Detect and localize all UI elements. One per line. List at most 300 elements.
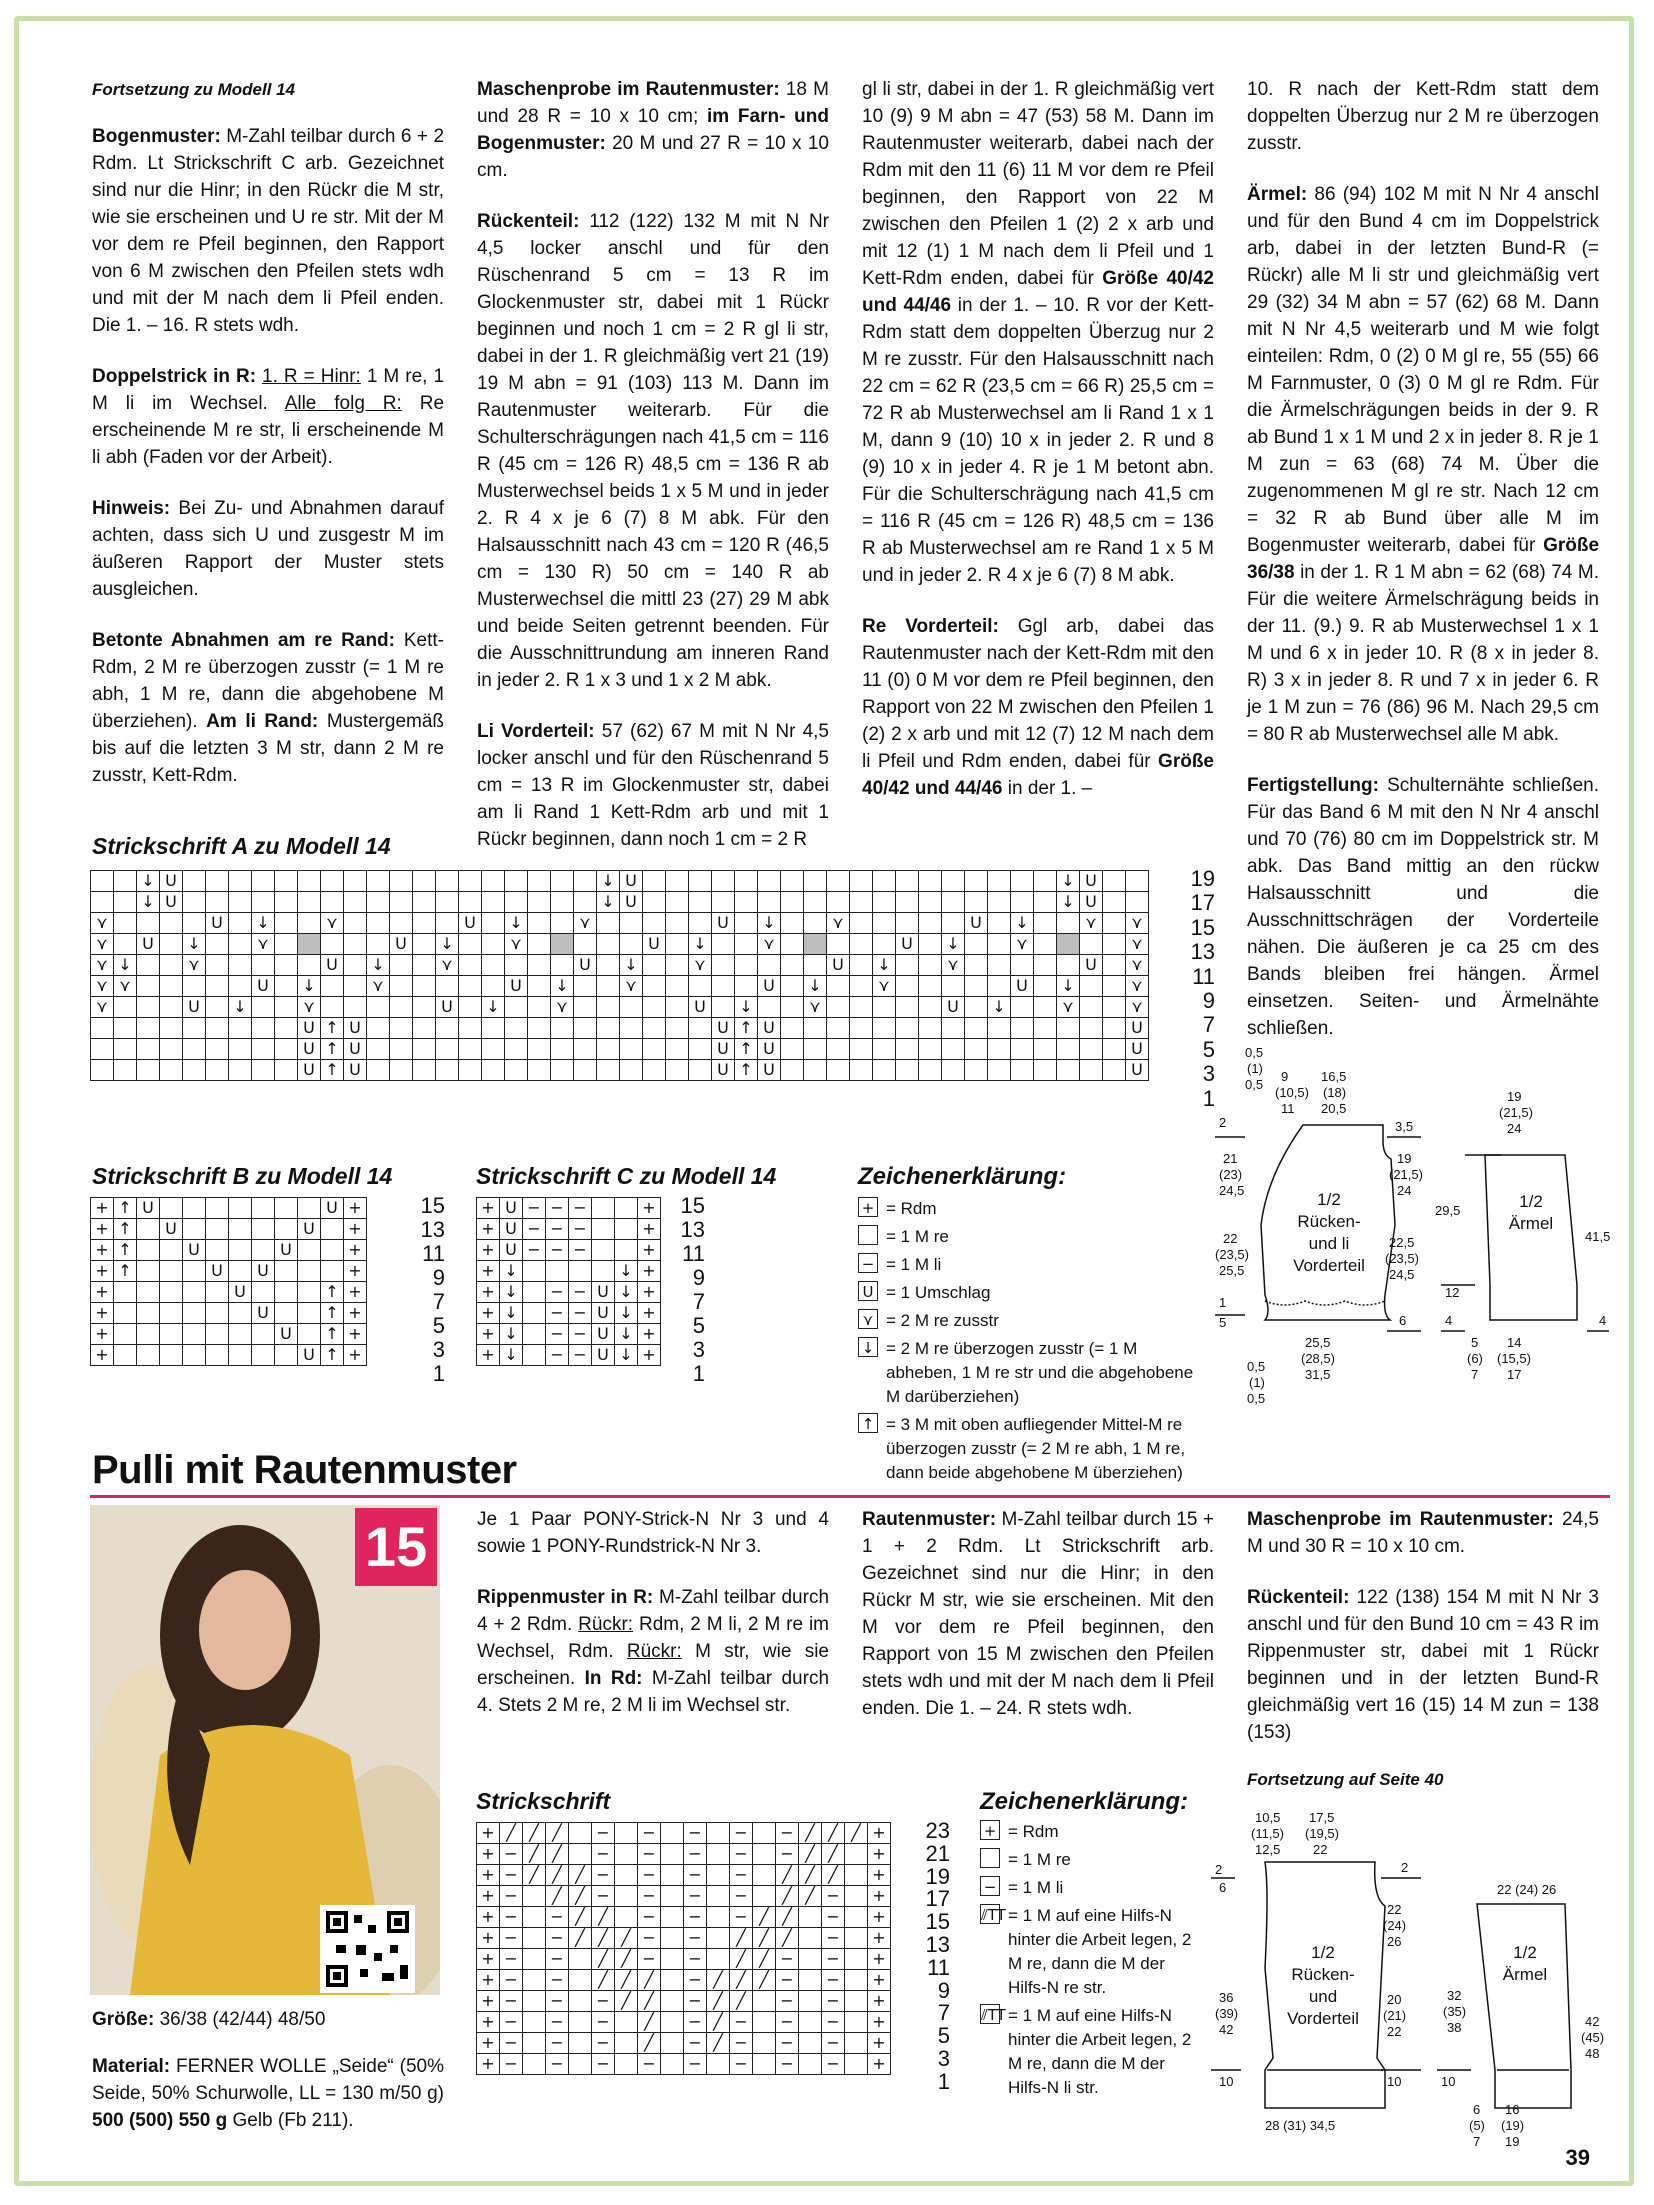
grid-cell xyxy=(804,871,827,892)
grid-cell xyxy=(1080,1060,1103,1081)
grid-cell xyxy=(850,934,873,955)
grid-cell xyxy=(919,1039,942,1060)
grid-cell xyxy=(850,976,873,997)
grid-cell xyxy=(919,934,942,955)
grid-cell: − xyxy=(546,1345,569,1366)
grid-cell xyxy=(137,913,160,934)
grid-cell xyxy=(988,1060,1011,1081)
grid-cell: ╱ xyxy=(500,1823,523,1844)
doppelstrick-t1: 1 M re, 1 M li im Wechsel. xyxy=(92,366,445,414)
grid-cell: U xyxy=(252,1261,275,1282)
grid-cell xyxy=(298,871,321,892)
grid-cell xyxy=(275,997,298,1018)
grid-cell: ⋎ xyxy=(620,976,643,997)
s2-dim-39: (39) xyxy=(1215,2006,1239,2021)
dim-165: 16,5 xyxy=(1321,1069,1347,1084)
sleeve-dim-155: (15,5) xyxy=(1497,1351,1531,1366)
grid-cell: ↓ xyxy=(436,934,459,955)
chart-a-grid xyxy=(90,870,1149,1081)
sleeve-dim-4a: 4 xyxy=(1445,1313,1453,1328)
grid-cell: ↑ xyxy=(321,1039,344,1060)
grid-cell xyxy=(1034,871,1057,892)
dim-245: 24,5 xyxy=(1219,1183,1245,1198)
body-ruffle xyxy=(1265,1301,1385,1305)
grid-cell xyxy=(569,2033,592,2054)
grid-cell xyxy=(1011,1018,1034,1039)
grid-cell xyxy=(137,1324,160,1345)
grid-cell xyxy=(569,1991,592,2012)
grid-cell xyxy=(505,997,528,1018)
legend-item xyxy=(858,1413,1198,1485)
grid-cell xyxy=(459,955,482,976)
grid-cell xyxy=(137,1060,160,1081)
grid-cell: + xyxy=(868,1907,891,1928)
sleeve-dim-215: (21,5) xyxy=(1499,1105,1533,1120)
dim-215: (21,5) xyxy=(1389,1167,1423,1182)
grid-cell xyxy=(183,976,206,997)
sleeve-label-1: 1/2 xyxy=(1519,1192,1543,1211)
schematic-1 xyxy=(1202,1045,1615,1415)
grid-cell: U xyxy=(160,892,183,913)
grid-cell: U xyxy=(436,997,459,1018)
grid-cell: U xyxy=(252,1303,275,1324)
grid-cell: U xyxy=(758,1039,781,1060)
grid-cell: − xyxy=(638,1928,661,1949)
grid-cell: + xyxy=(638,1240,661,1261)
dim-11: 11 xyxy=(1281,1101,1295,1116)
maschenprobe2-head: Maschenprobe im Rautenmuster: xyxy=(1247,1509,1554,1530)
grid-cell: + xyxy=(477,1970,500,1991)
grid-cell: ╱ xyxy=(753,1928,776,1949)
grid-cell: U xyxy=(592,1324,615,1345)
grid-cell xyxy=(298,913,321,934)
grid-cell xyxy=(592,1198,615,1219)
grid-cell xyxy=(275,1303,298,1324)
grid-cell: + xyxy=(477,1886,500,1907)
dim-9: 9 xyxy=(1281,1069,1289,1084)
grid-cell xyxy=(551,871,574,892)
grid-cell xyxy=(275,1219,298,1240)
grid-cell xyxy=(666,955,689,976)
grid-cell: − xyxy=(500,1907,523,1928)
grid-cell xyxy=(873,913,896,934)
grid-cell xyxy=(845,1991,868,2012)
material-rest: Gelb (Fb 211). xyxy=(232,2110,354,2131)
sleeve-dim-6: (6) xyxy=(1467,1351,1483,1366)
grid-cell xyxy=(321,1240,344,1261)
grid-cell xyxy=(91,1018,114,1039)
grid-cell xyxy=(896,892,919,913)
grid-cell xyxy=(528,976,551,997)
rippen-r1: Rückr: xyxy=(578,1614,634,1635)
dim-35: 3,5 xyxy=(1395,1119,1414,1134)
body-label-3: und li xyxy=(1308,1234,1350,1253)
grid-cell: − xyxy=(546,1219,569,1240)
grid-cell: + xyxy=(868,1886,891,1907)
grid-cell: ↓ xyxy=(183,934,206,955)
grid-cell: U xyxy=(298,1039,321,1060)
row-number: 15 xyxy=(1190,914,1215,940)
maschenprobe-paragraph xyxy=(477,76,829,184)
grid-cell: − xyxy=(684,1823,707,1844)
grid-cell: ╱ xyxy=(546,1886,569,1907)
grid-cell xyxy=(114,1060,137,1081)
sleeve-outline xyxy=(1485,1155,1577,1320)
grid-cell xyxy=(91,1039,114,1060)
grid-cell xyxy=(523,1324,546,1345)
sleeve-dim-17: 17 xyxy=(1507,1367,1522,1382)
s2-dim-22b: 22 xyxy=(1387,1902,1402,1917)
chart-b-row-numbers xyxy=(400,1193,445,1387)
grid-cell: ↓ xyxy=(1011,913,1034,934)
grid-cell: + xyxy=(638,1324,661,1345)
grid-cell xyxy=(206,1324,229,1345)
grid-cell xyxy=(523,2054,546,2075)
grid-cell: U xyxy=(1080,892,1103,913)
grid-cell: ↓ xyxy=(804,976,827,997)
s2-sleeve-10: 10 xyxy=(1441,2074,1456,2089)
grid-cell: − xyxy=(730,1886,753,1907)
grid-cell xyxy=(873,1039,896,1060)
grid-cell: U xyxy=(298,1018,321,1039)
grid-cell xyxy=(689,892,712,913)
grid-cell: ↑ xyxy=(114,1240,137,1261)
grid-cell: ╱ xyxy=(822,1823,845,1844)
s2-dim-115: (11,5) xyxy=(1251,1826,1284,1841)
grid-cell xyxy=(643,1039,666,1060)
s2-dim-175: 17,5 xyxy=(1309,1810,1335,1825)
grid-cell: ╱ xyxy=(730,1970,753,1991)
grid-cell xyxy=(845,2012,868,2033)
grid-cell xyxy=(1057,934,1080,955)
row-number: 9 xyxy=(937,1977,950,2003)
li-vorderteil-paragraph xyxy=(477,718,829,853)
grid-cell xyxy=(850,1060,873,1081)
grid-cell xyxy=(845,1844,868,1865)
grid-cell: + xyxy=(868,1949,891,1970)
grid-cell: − xyxy=(523,1198,546,1219)
hinweis-head: Hinweis: xyxy=(92,498,171,519)
grid-cell xyxy=(252,1282,275,1303)
grid-cell xyxy=(160,955,183,976)
maschenprobe-head: Maschenprobe im Rautenmuster: xyxy=(477,79,780,100)
grid-cell: − xyxy=(730,1844,753,1865)
grid-cell xyxy=(781,997,804,1018)
grid-cell xyxy=(252,1219,275,1240)
grid-cell: ⋎ xyxy=(321,913,344,934)
grid-cell: + xyxy=(868,1970,891,1991)
grid-cell xyxy=(615,1198,638,1219)
grid-cell: ↓ xyxy=(500,1345,523,1366)
grid-cell: ↓ xyxy=(758,913,781,934)
grid-cell: − xyxy=(569,1219,592,1240)
row-number: 5 xyxy=(1202,1036,1215,1062)
grid-cell: U xyxy=(500,1198,523,1219)
grid-cell xyxy=(781,871,804,892)
grid-cell xyxy=(666,1039,689,1060)
row-number: 23 xyxy=(925,1818,950,1843)
grid-cell xyxy=(298,1303,321,1324)
maschenprobe-head2: im Farn- und Bogenmuster: xyxy=(477,106,829,154)
legend-item xyxy=(858,1253,1198,1277)
sleeve-dim-5: 5 xyxy=(1471,1335,1479,1350)
row-number: 1 xyxy=(937,2068,950,2094)
grid-cell xyxy=(666,976,689,997)
legend-symbol-icon: U xyxy=(858,1281,878,1301)
grid-cell xyxy=(1057,1039,1080,1060)
grid-cell: ╱ xyxy=(730,1928,753,1949)
material-head: Material: xyxy=(92,2056,171,2077)
grid-cell xyxy=(275,871,298,892)
sleeve-dim-24: 24 xyxy=(1507,1121,1522,1136)
grid-cell xyxy=(661,1928,684,1949)
chart-2-grid xyxy=(476,1822,891,2075)
grid-cell xyxy=(206,1240,229,1261)
grid-cell xyxy=(753,2054,776,2075)
grid-cell: + xyxy=(91,1303,114,1324)
grid-cell xyxy=(275,1060,298,1081)
grid-cell xyxy=(597,1018,620,1039)
grid-cell xyxy=(229,1039,252,1060)
grid-cell: ↓ xyxy=(482,997,505,1018)
grid-cell xyxy=(413,871,436,892)
grid-cell xyxy=(1103,955,1126,976)
grid-cell: − xyxy=(638,2054,661,2075)
grid-cell xyxy=(505,1039,528,1060)
grid-cell: ↑ xyxy=(321,1324,344,1345)
grid-cell: ⋎ xyxy=(91,934,114,955)
grid-cell: − xyxy=(684,2054,707,2075)
grid-cell: ⋎ xyxy=(1011,934,1034,955)
s2-sleeve-35: (35) xyxy=(1443,2004,1467,2019)
grid-cell: + xyxy=(344,1345,367,1366)
grid-cell xyxy=(137,1219,160,1240)
grid-cell: − xyxy=(546,1907,569,1928)
grid-cell xyxy=(114,871,137,892)
grid-cell: U xyxy=(758,1060,781,1081)
grid-cell xyxy=(1057,913,1080,934)
aermel-paragraph xyxy=(1247,181,1599,748)
grid-cell xyxy=(735,871,758,892)
grid-cell xyxy=(712,955,735,976)
grid-cell: U xyxy=(321,1198,344,1219)
hinweis-text: Bei Zu- und Abnahmen darauf achten, dass sich U und zusgestr M im äußeren Rapport der Muster stets ausgleichen. xyxy=(92,498,444,600)
grid-cell: + xyxy=(477,1907,500,1928)
grid-cell xyxy=(753,2012,776,2033)
grid-cell: ⋎ xyxy=(1126,976,1149,997)
dim-1: 1 xyxy=(1219,1295,1227,1310)
legend-symbol-icon: − xyxy=(858,1253,878,1273)
grid-cell: − xyxy=(546,1970,569,1991)
s2-dim-42: 42 xyxy=(1219,2022,1234,2037)
grid-cell: − xyxy=(822,1949,845,1970)
grid-cell: ↓ xyxy=(505,913,528,934)
row-number: 3 xyxy=(432,1337,445,1362)
section2-col3 xyxy=(862,1506,1214,1746)
col3-text1-bold: Größe 40/42 und 44/46 xyxy=(862,268,1214,316)
chart-c-grid xyxy=(476,1197,661,1366)
legend-2-title: Zeichenerklärung: xyxy=(980,1788,1189,1815)
grid-cell xyxy=(615,2012,638,2033)
dim-23: (23) xyxy=(1219,1167,1243,1182)
dim-22: 22 xyxy=(1223,1231,1238,1246)
body2-label-3: und xyxy=(1308,1987,1338,2006)
rauten-head: Rautenmuster: xyxy=(862,1509,997,1530)
column-1 xyxy=(92,76,444,813)
grid-cell xyxy=(1034,913,1057,934)
grid-cell: ↓ xyxy=(500,1303,523,1324)
grid-cell xyxy=(252,1240,275,1261)
maschenprobe-t2: 20 M und 27 R = 10 x 10 cm. xyxy=(477,133,829,181)
grid-cell: U xyxy=(712,913,735,934)
grid-cell xyxy=(666,1060,689,1081)
grid-cell xyxy=(206,1198,229,1219)
grid-cell: ⋎ xyxy=(91,955,114,976)
grid-cell: − xyxy=(592,1844,615,1865)
grid-cell xyxy=(1103,997,1126,1018)
grid-cell: − xyxy=(592,1823,615,1844)
grid-cell xyxy=(482,976,505,997)
col3-text1: gl li str, dabei in der 1. R gleichmäßig vert 10 (9) 9 M abn = 47 (53) 58 M. Dann im Rautenmuster weiterarb, dabei nach der Rdm mit den 11 (6) 11 M vor dem re Pfeil beginnen, den Rapport von 22 M zwischen den Pfeilen 1 (2) 2 x arb und mit 12 (1) 1 M nach dem li Pfeil und 1 Kett-Rdm enden, dabei für xyxy=(862,79,1214,289)
grid-cell xyxy=(1034,997,1057,1018)
grid-cell: ↑ xyxy=(114,1261,137,1282)
grid-cell xyxy=(689,1039,712,1060)
grid-cell xyxy=(183,871,206,892)
grid-cell: − xyxy=(822,2054,845,2075)
grid-cell xyxy=(689,871,712,892)
grid-cell: − xyxy=(776,1823,799,1844)
grid-cell xyxy=(229,1324,252,1345)
row-number: 13 xyxy=(925,1932,950,1957)
dim-24: 24 xyxy=(1397,1183,1412,1198)
grid-cell: ⋎ xyxy=(1126,997,1149,1018)
grid-cell xyxy=(229,955,252,976)
grid-cell xyxy=(569,1844,592,1865)
grid-cell xyxy=(896,1018,919,1039)
grid-cell xyxy=(615,1886,638,1907)
grid-cell: ↓ xyxy=(689,934,712,955)
grid-cell xyxy=(804,1039,827,1060)
grid-cell xyxy=(850,1018,873,1039)
grid-cell: ↓ xyxy=(620,955,643,976)
grid-cell xyxy=(661,1823,684,1844)
grid-cell xyxy=(229,1018,252,1039)
grid-cell xyxy=(367,1018,390,1039)
grid-cell xyxy=(413,1060,436,1081)
grid-cell: U xyxy=(344,1018,367,1039)
grid-cell: ╱ xyxy=(592,1928,615,1949)
rueckenteil2-text: 122 (138) 154 M mit N Nr 3 anschl und für den Bund 10 cm = 43 R im Rippenmuster str, dabei mit 1 Rückr beginnen und in der letzten Bund-R gleichmäßig vert 16 (15) 14 M zun = 138 (153) xyxy=(1247,1587,1599,1743)
grid-cell: U xyxy=(344,1060,367,1081)
s2-sleeve-7: 7 xyxy=(1473,2134,1481,2148)
grid-cell xyxy=(321,871,344,892)
grid-cell: − xyxy=(684,1928,707,1949)
grid-cell: + xyxy=(638,1219,661,1240)
grid-cell xyxy=(114,1018,137,1039)
grid-cell xyxy=(91,871,114,892)
grid-cell xyxy=(615,2033,638,2054)
legend-text: = 1 M auf eine Hilfs-N hinter die Arbeit legen, 2 M re, dann die M der Hilfs-N re str. xyxy=(1008,1906,1192,1997)
grid-cell xyxy=(781,913,804,934)
grid-cell: ↓ xyxy=(137,871,160,892)
grid-cell xyxy=(344,913,367,934)
grid-cell: U xyxy=(620,892,643,913)
grid-cell xyxy=(689,1060,712,1081)
grid-cell: ↓ xyxy=(252,913,275,934)
rauten-text: M-Zahl teilbar durch 15 + 1 + 2 Rdm. Lt Strickschrift arb. Gezeichnet sind nur die Hinr; in den Rückr M str, wie sie erscheinen. Mit den M vor dem re Pfeil beginnen, den Rapport von 15 M zwischen den Pfeilen stets wdh und mit der M nach dem li Pfeil enden. Die 1. – 24. R stets wdh. xyxy=(862,1509,1214,1719)
grid-cell xyxy=(436,871,459,892)
grid-cell xyxy=(505,1018,528,1039)
grid-cell: + xyxy=(477,1823,500,1844)
grid-cell xyxy=(965,997,988,1018)
grid-cell: − xyxy=(730,2033,753,2054)
grid-cell: ╱ xyxy=(776,1865,799,1886)
grid-cell xyxy=(229,1261,252,1282)
grid-cell: U xyxy=(1126,1018,1149,1039)
dim-19: 19 xyxy=(1397,1151,1412,1166)
row-number: 3 xyxy=(937,2046,950,2071)
grid-cell: + xyxy=(638,1261,661,1282)
grid-cell xyxy=(896,997,919,1018)
grid-cell xyxy=(528,1060,551,1081)
grid-cell: ╱ xyxy=(546,1844,569,1865)
legend-symbol-icon: ⫽TT xyxy=(981,1906,1006,1924)
doppelstrick-t2: Re erscheinende M re str, li erscheinende M li abh (Faden vor der Arbeit). xyxy=(92,393,445,468)
li-vorderteil-text: 57 (62) 67 M mit N Nr 4,5 locker anschl und für den Rüschenrand 5 cm = 13 R im Glockenmuster str, dabei am li Rand 1 Kett-Rdm arb und mit 1 Rückr beginnen, dann noch 1 cm = 2 R xyxy=(477,721,829,850)
grid-cell xyxy=(804,1018,827,1039)
grid-cell xyxy=(252,1018,275,1039)
s2-sleeve-45: (45) xyxy=(1581,2030,1605,2045)
grid-cell: U xyxy=(137,934,160,955)
grid-cell xyxy=(183,1039,206,1060)
dim-245b: 24,5 xyxy=(1389,1267,1415,1282)
body2-outline xyxy=(1265,1862,1385,2108)
row-number: 7 xyxy=(692,1289,705,1314)
bogenmuster-paragraph xyxy=(92,123,444,339)
aermel-rest: in der 1. R 1 M abn = 62 (68) 74 M. Für die weitere Ärmelschrägung beids in der 11. (9.) 9. R ab Musterwechsel 1 x 1 M und 6 x in jeder 10. R (8 x in jeder 8. R) 3 x in jeder 8. R und 7 x in jeder 6. R je 1 M zun = 76 (86) 96 M. Nach 29,5 cm = 80 R ab Musterwechsel alle M abk. xyxy=(1247,562,1599,745)
grid-cell xyxy=(183,1282,206,1303)
sleeve-dim-19: 19 xyxy=(1507,1089,1522,1104)
grid-cell xyxy=(1011,892,1034,913)
grid-cell: ╱ xyxy=(730,1991,753,2012)
dim-18: (18) xyxy=(1323,1085,1347,1100)
li-rand-head: Am li Rand: xyxy=(206,711,319,732)
grid-cell: − xyxy=(592,2012,615,2033)
body2-label-4: Vorderteil xyxy=(1287,2009,1359,2028)
grid-cell: + xyxy=(91,1345,114,1366)
grid-cell: ╱ xyxy=(799,1844,822,1865)
grid-cell xyxy=(551,913,574,934)
grid-cell xyxy=(183,913,206,934)
grid-cell xyxy=(661,1949,684,1970)
grid-cell xyxy=(753,1991,776,2012)
grid-cell: − xyxy=(546,1282,569,1303)
grid-cell: ╱ xyxy=(753,1949,776,1970)
grid-cell xyxy=(160,976,183,997)
legend-symbol-icon: ↑ xyxy=(858,1413,878,1433)
grid-cell xyxy=(482,871,505,892)
grid-cell xyxy=(505,955,528,976)
grid-cell xyxy=(919,1018,942,1039)
grid-cell: + xyxy=(477,2054,500,2075)
grid-cell xyxy=(413,955,436,976)
grid-cell: U xyxy=(758,976,781,997)
s2-sleeve-42: 42 xyxy=(1585,2014,1600,2029)
grid-cell: U xyxy=(592,1282,615,1303)
page-title: Pulli mit Rautenmuster xyxy=(92,1448,517,1492)
grid-cell xyxy=(758,955,781,976)
grid-cell: − xyxy=(638,1886,661,1907)
